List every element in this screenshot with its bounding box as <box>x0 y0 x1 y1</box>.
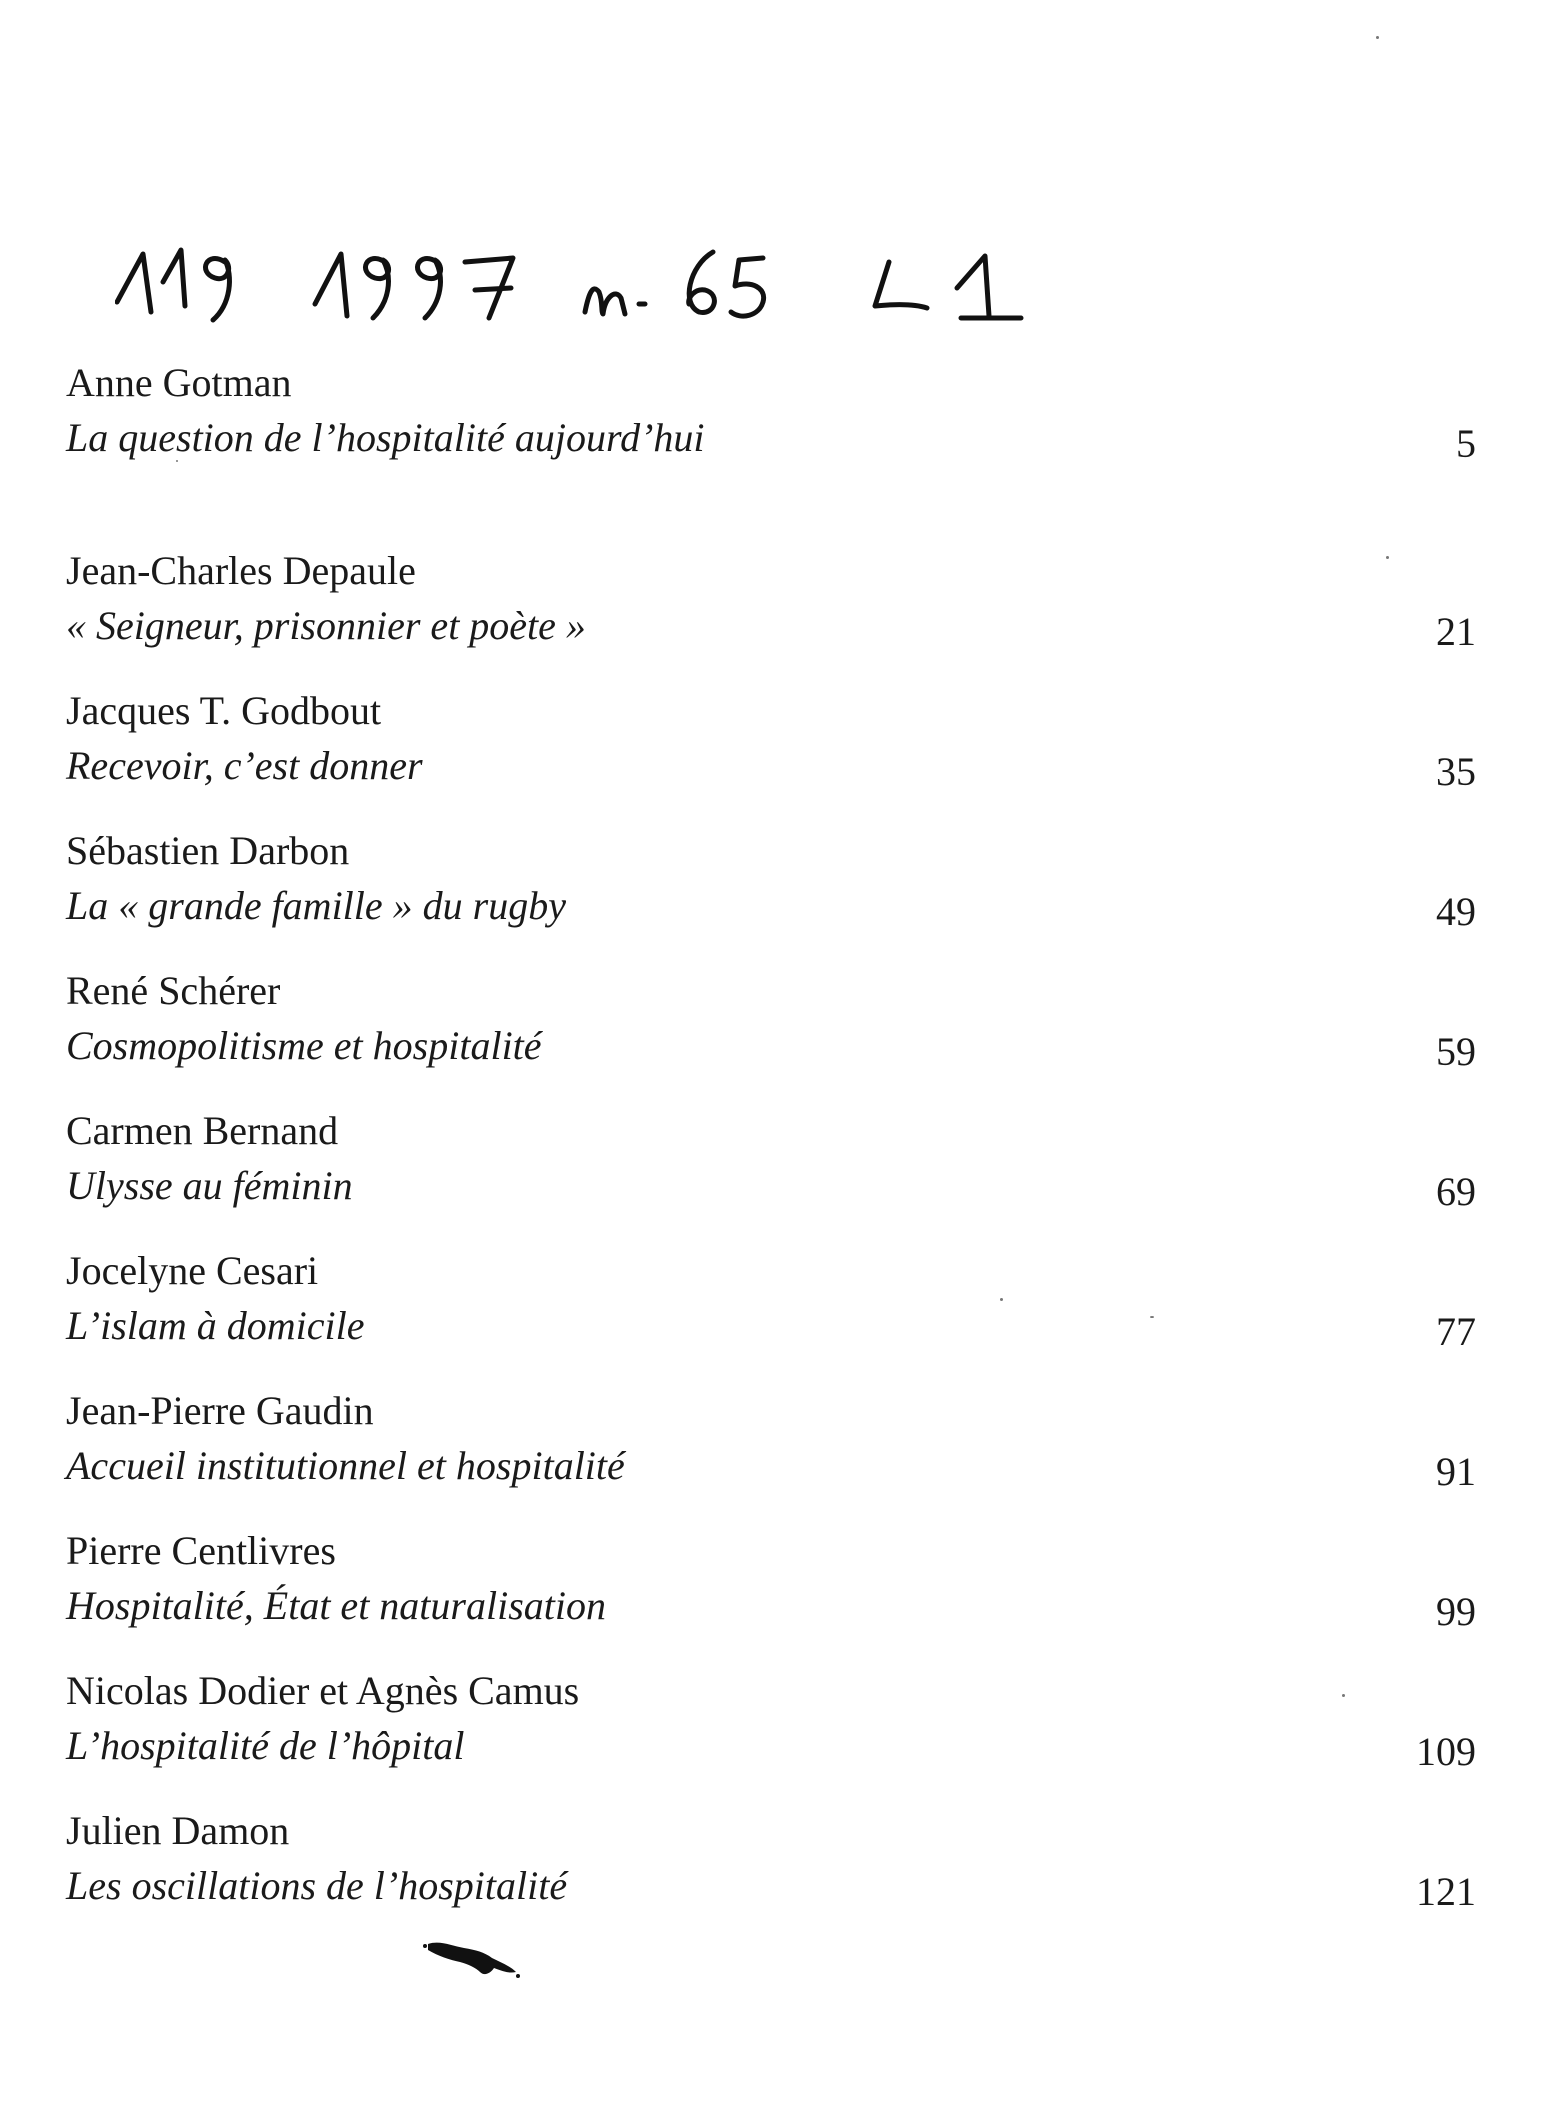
entry-title: Cosmopolitisme et hospitalité <box>66 1023 542 1068</box>
entry-title: L’islam à domicile <box>66 1303 365 1348</box>
entry-page-number: 21 <box>1436 609 1476 654</box>
entry-author: Jocelyne Cesari <box>66 1248 319 1293</box>
entry-author: Jean-Charles Depaule <box>66 548 416 593</box>
entry-page-number: 69 <box>1436 1169 1476 1214</box>
entry-title: Ulysse au féminin <box>66 1163 353 1208</box>
scan-speck <box>1342 1694 1345 1697</box>
entry-author: Sébastien Darbon <box>66 828 350 873</box>
toc-entry <box>66 1244 1476 1354</box>
scan-speck <box>1386 556 1389 559</box>
entry-title: La question de l’hospitalité aujourd’hui <box>66 415 705 460</box>
scan-speck <box>1376 36 1379 39</box>
entry-title: Accueil institutionnel et hospitalité <box>66 1443 625 1488</box>
toc-entry <box>66 1804 1476 1914</box>
entry-title: « Seigneur, prisonnier et poète » <box>66 603 586 648</box>
scan-speck <box>176 460 178 462</box>
entry-author: Anne Gotman <box>66 360 292 405</box>
entry-page-number: 109 <box>1416 1729 1476 1774</box>
ornament-icon <box>422 1936 522 1980</box>
toc-entry <box>66 1524 1476 1634</box>
entry-page-number: 99 <box>1436 1589 1476 1634</box>
toc-entry <box>66 1104 1476 1214</box>
entry-page-number: 49 <box>1436 889 1476 934</box>
entry-page-number: 59 <box>1436 1029 1476 1074</box>
toc-entry <box>66 1384 1476 1494</box>
entry-author: René Schérer <box>66 968 281 1013</box>
entry-page-number: 121 <box>1416 1869 1476 1914</box>
toc-entry <box>66 824 1476 934</box>
table-of-contents <box>66 356 1476 1914</box>
entry-title: L’hospitalité de l’hôpital <box>66 1723 465 1768</box>
entry-author: Pierre Centlivres <box>66 1528 336 1573</box>
entry-page-number: 35 <box>1436 749 1476 794</box>
entry-author: Nicolas Dodier et Agnès Camus <box>66 1668 580 1713</box>
entry-title: Les oscillations de l’hospitalité <box>66 1863 568 1908</box>
entry-page-number: 91 <box>1436 1449 1476 1494</box>
entry-title: Hospitalité, État et naturalisation <box>66 1583 606 1628</box>
toc-entry <box>66 544 1476 654</box>
entry-author: Jacques T. Godbout <box>66 688 382 733</box>
scan-speck <box>1000 1298 1003 1301</box>
entry-author: Julien Damon <box>66 1808 290 1853</box>
entry-author: Jean-Pierre Gaudin <box>66 1388 374 1433</box>
entry-title: Recevoir, c’est donner <box>66 743 423 788</box>
toc-entry <box>66 356 1476 466</box>
entry-title: La « grande famille » du rugby <box>66 883 566 928</box>
entry-page-number: 5 <box>1456 421 1476 466</box>
toc-entry <box>66 964 1476 1074</box>
scan-speck <box>1150 1316 1154 1318</box>
toc-entry <box>66 684 1476 794</box>
entry-author: Carmen Bernand <box>66 1108 339 1153</box>
entry-page-number: 77 <box>1436 1309 1476 1354</box>
toc-entry <box>66 1664 1476 1774</box>
handwritten-annotation <box>115 232 1195 342</box>
